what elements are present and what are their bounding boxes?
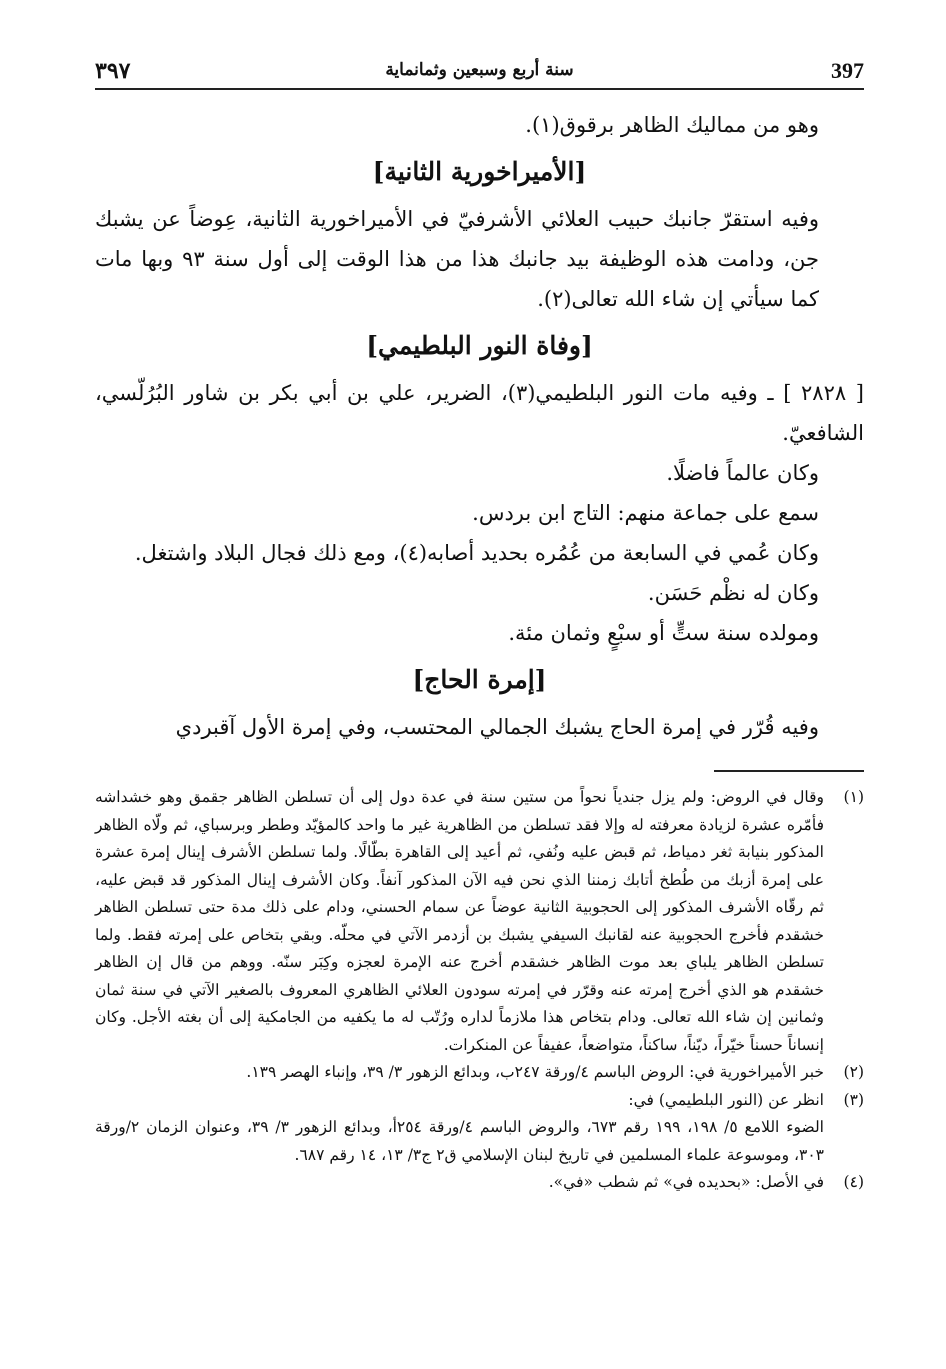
footnotes bbox=[95, 784, 864, 1197]
footnote bbox=[95, 1059, 864, 1087]
page-number-latin: 397 bbox=[831, 58, 864, 83]
paragraph: ومولده سنة ستٍّ أو سبْعٍ وثمان مئة. bbox=[508, 621, 819, 645]
footnote-sources: الضوء اللامع ٥/ ١٩٨، ١٩٩ رقم ٦٧٣، والروض الباسم ٤/ورقة ٢٥٤أ، وبدائع الزهور ٣/ ٣٩، وعنوان الزمان ٢/ورقة ٣٠٣، وموسوعة علماء المسلمين في تاريخ لبنان الإسلامي ق٢ ج٣/ ١٣، ١٤ رقم ٦٨٧. bbox=[95, 1118, 824, 1164]
footnote bbox=[95, 1169, 864, 1197]
footnote-number: (٢) bbox=[843, 1063, 864, 1081]
paragraph: وهو من مماليك الظاهر برقوق(١). bbox=[525, 113, 819, 137]
biography-entry: [ ٢٨٢٨ ] ـ وفيه مات النور البلطيمي(٣)، الضرير، علي بن أبي بكر بن شاور البُرُلّسي، الشافعيّ. bbox=[95, 381, 864, 445]
footnote bbox=[95, 784, 864, 1059]
footnote-number: (٣) bbox=[843, 1090, 864, 1109]
footnote bbox=[95, 1087, 864, 1170]
paragraph: وكان له نظْم حَسَن. bbox=[647, 581, 819, 605]
page-number-arabic: ٣٩٧ bbox=[95, 58, 131, 84]
footnote-text: في الأصل: «بحديده في» ثم شطب «في». bbox=[548, 1173, 824, 1191]
paragraph: وفيه استقرّ جانبك حبيب العلائي الأشرفيّ في الأميراخورية الثانية، عِوضاً عن يشبك جن، ودامت هذه الوظيفة بيد جانبك هذا من هذا الوقت إلى أول سنة ٩٣ وبها مات كما سيأتي إن شاء الله تعالى(٢). bbox=[95, 207, 819, 311]
paragraph: وفيه قُرّر في إمرة الحاج يشبك الجمالي المحتسب، وفي إمرة الأول آقبردي bbox=[175, 715, 819, 739]
footnote-text: انظر عن (النور البلطيمي) في: bbox=[628, 1090, 824, 1109]
paragraph: وكان عُمي في السابعة من عُمُره بحديد أصابه(٤)، ومع ذلك فجال البلاد واشتغل. bbox=[134, 541, 819, 565]
running-title: سنة أربع وسبعين وثمانماية bbox=[385, 60, 574, 80]
footnote-number: (١) bbox=[843, 788, 864, 806]
paragraph: وكان عالماً فاضلًا. bbox=[666, 461, 819, 485]
paragraph: سمع على جماعة منهم: التاج ابن بردس. bbox=[472, 501, 819, 525]
footnote-separator bbox=[714, 770, 864, 772]
footnote-text: خبر الأميراخورية في: الروض الباسم ٤/ورقة ٢٤٧ب، وبدائع الزهور ٣/ ٣٩، وإنباء الهصر ١٣٩. bbox=[246, 1063, 824, 1081]
main-text bbox=[95, 105, 864, 747]
footnote-number: (٤) bbox=[843, 1173, 864, 1191]
footnote-text: وقال في الروض: ولم يزل جندياً نحواً من ستين سنة في عدة دول إلى أن تسلطن الظاهر جقمق وهو خشداشه فأمّره عشرة لزيادة معرفته له وإلا فقد تسلطن من الظاهرية غير ما واحد كالمؤيّد وططر وبرسباي، ثم ولّاه الظاهر المذكور بنيابة ثغر دمياط، ثم قبض عليه ونُفي، ثم أعيد إلى القاهرة بطّالًا. ولما تسلطن الأشرف إينال إمرة عشرة على إمرة أزبك من طُطخ أتابك زمننا الذي نحن فيه الآن المذكور آنفاً. وكان الأشرف إينال المذكور قد قبض عليه، ثم رقّاه الأشرف المذكور إلى الحجوبية الثانية عوضاً عن سمام الحسني، ودام على ذلك مدة حتى تسلطن الظاهر خشقدم فأخرج الحجوبية عنه لقانبك السيفي يشبك بن أزدمر الآتي في محلّه. وبقي بتخاص على إمرته فقط. ولما تسلطن الظاهر يلباي بعد موت الظاهر خشقدم أخرج عنه الإمرة لعجزه وكِبَر سنّه. ووهم من قال إن الظاهر خشقدم هو الذي أخرج إمرته عنه وقرّر في إمرته سودون العلائي الظاهري المعروف بالصغير الآتي في سنة ثمان وثمانين إن شاء الله تعالى. ودام بتخاص هذا ملازماً لداره ورُتّب له ما يكفيه من الجامكية إلى أن بغته الأجل. وكان إنساناً حسناً خيّراً، ديّناً، ساكناً، متواضعاً، عفيفاً عن المنكرات. bbox=[95, 788, 824, 1054]
section-heading: [إمرة الحاج] bbox=[412, 665, 547, 694]
running-header bbox=[95, 58, 864, 90]
section-heading: [الأميراخورية الثانية] bbox=[372, 157, 587, 186]
section-heading: [وفاة النور البلطيمي] bbox=[366, 331, 593, 360]
